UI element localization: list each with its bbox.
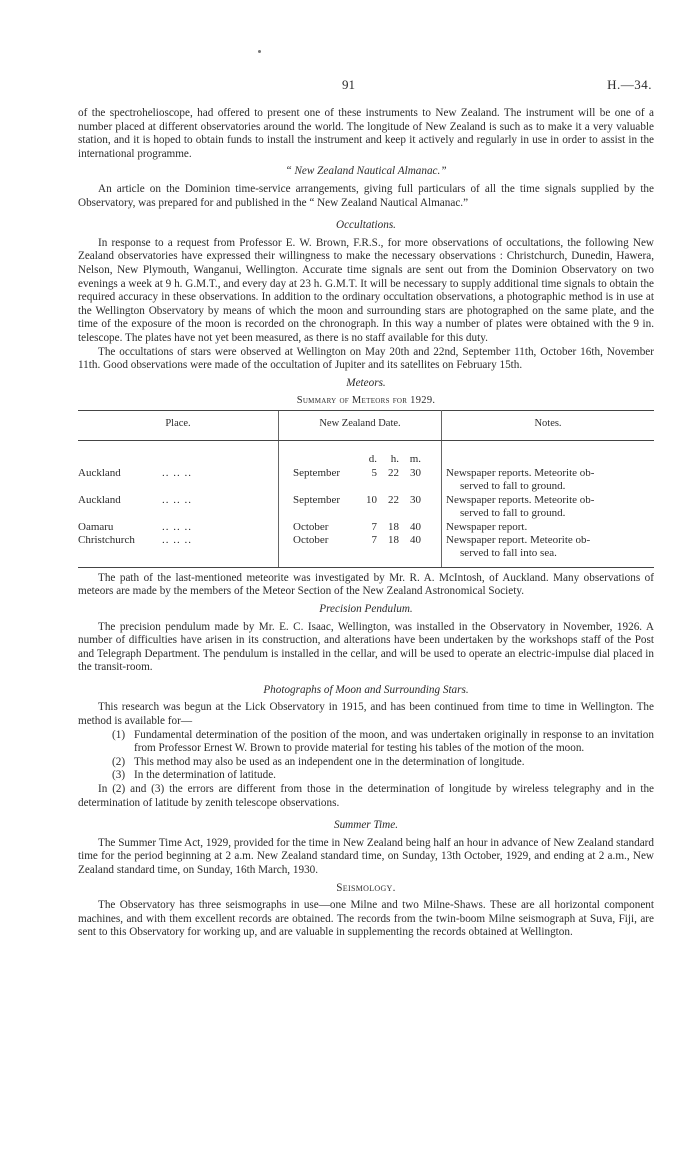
column-header-place: Place.	[78, 410, 279, 441]
row-day: 5	[371, 466, 377, 479]
unit-minutes: m.	[409, 453, 421, 466]
photographs-heading: Photographs of Moon and Surrounding Stars.	[263, 683, 469, 696]
row-note: Newspaper reports. Meteorite ob-	[446, 466, 595, 479]
list-item-text: This method may also be used as an independent one in the determination of longitude.	[134, 755, 525, 768]
document-reference: H.—34.	[607, 77, 652, 92]
meteors-heading: Meteors.	[346, 376, 386, 389]
row-month: September	[293, 493, 341, 506]
row-note-continued: served to fall to ground.	[460, 507, 566, 520]
occultations-paragraph-2: The occultations of stars were observed at Wellington on May 20th and 22nd, September 11th, October 16th, November 11th. Good observations were made of the occultation of Jupiter and its satellites on February 15th.	[78, 345, 654, 372]
occultations-paragraph-1: In response to a request from Professor E. W. Brown, F.R.S., for more observations of occultations, the following New Zealand observatories have expressed their willingness to make the necessary observations : Christchurch, Dunedin, Hawera, Nelson, New Plymouth, Wanganui, Wellington. Accurate time signals are sent out from the Dominion Observatory on two evenings a week at 9 h. G.M.T., and every day at 23 h. G.M.T. It will be necessary to supply additional time signals to obtain the required accuracy in these observations. In addition to the ordinary occultation observations, a photographic method is in use at the Wellington Observatory by means of which the moon and surrounding stars are photographed on the same plate, and the time of the exposure of the moon is recorded on the chronograph. In this way a number of plates were obtained with the 9 in. telescope. The plates have not yet been measured, as there is no staff available for this duty.	[78, 236, 654, 344]
list-item	[78, 729, 654, 756]
photographs-intro: This research was begun at the Lick Observatory in 1915, and has been continued from time to time in Wellington. The method is available for—	[78, 701, 654, 728]
unit-days: d.	[368, 453, 377, 466]
meteors-table	[78, 410, 654, 568]
column-header-notes: Notes.	[442, 410, 655, 441]
photographs-list	[78, 729, 654, 783]
list-item	[78, 756, 654, 770]
table-row	[78, 534, 654, 567]
row-leader-dots: .. .. ..	[162, 466, 192, 479]
page-header	[0, 78, 700, 96]
row-hour: 22	[388, 466, 399, 479]
row-month: October	[293, 533, 329, 546]
row-hour: 18	[388, 520, 399, 533]
row-minute: 30	[410, 466, 421, 479]
row-hour: 22	[388, 493, 399, 506]
row-month: October	[293, 520, 329, 533]
meteors-after-paragraph: The path of the last-mentioned meteorite was investigated by Mr. R. A. McIntosh, of Auckland. Many observations of meteors are made by the members of the Meteor Section of the New Zealand Astronomical Society.	[78, 571, 654, 598]
row-place: Auckland	[78, 466, 121, 479]
row-day: 7	[371, 533, 377, 546]
row-minute: 40	[410, 533, 421, 546]
almanac-paragraph: An article on the Dominion time-service arrangements, giving full particulars of all the time signals supplied by the Observatory, was prepared for and published in the “ New Zealand Nautical Almanac.”	[78, 182, 654, 209]
summer-time-heading: Summer Time.	[333, 819, 399, 832]
row-leader-dots: .. .. ..	[162, 520, 192, 533]
row-note: Newspaper report.	[446, 520, 528, 533]
table-header-row	[78, 410, 654, 441]
row-note: Newspaper reports. Meteorite ob-	[446, 493, 595, 506]
table-row	[78, 467, 654, 494]
row-place: Christchurch	[78, 533, 135, 546]
list-marker: (1)	[112, 728, 126, 741]
intro-paragraph: of the spectrohelioscope, had offered to present one of these instruments to New Zealand. The instrument will be one of a number placed at different observatories around the world. The longitude of New Zealand is such as to make it a very valuable station, and it is hoped to obtain funds to install the instrument and keep it actively and regularly in use in order to assist in the international programme.	[78, 107, 654, 160]
row-day: 7	[371, 520, 377, 533]
list-marker: (3)	[112, 769, 126, 782]
list-item-text: Fundamental determination of the position of the moon, and was undertaken originally in response to an invitation from Professor Ernest W. Brown to provide material for testing his tables of the motion of the moon.	[134, 728, 654, 755]
column-header-date: New Zealand Date.	[279, 410, 442, 441]
row-place: Oamaru	[78, 520, 114, 533]
row-minute: 30	[410, 493, 421, 506]
pendulum-heading: Precision Pendulum.	[319, 602, 413, 615]
row-day: 10	[366, 493, 377, 506]
list-item	[78, 769, 654, 783]
almanac-heading: “ New Zealand Nautical Almanac.”	[285, 165, 447, 178]
pendulum-paragraph: The precision pendulum made by Mr. E. C. Isaac, Wellington, was installed in the Observatory in November, 1926. A number of difficulties have arisen in its construction, and alterations have been undertaken by the workshops staff of the Post and Telegraph Department. The pendulum is installed in the cellar, and will be used to operate an electric-impulse dial placed in the transit-room.	[78, 620, 654, 674]
row-leader-dots: .. .. ..	[162, 533, 192, 546]
row-leader-dots: .. .. ..	[162, 493, 192, 506]
row-minute: 40	[410, 520, 421, 533]
units-row	[78, 441, 654, 467]
page-number: 91	[342, 77, 355, 92]
row-note-continued: served to fall into sea.	[460, 547, 557, 560]
row-note-continued: served to fall to ground.	[460, 480, 566, 493]
document-body	[78, 107, 654, 940]
row-note: Newspaper report. Meteorite ob-	[446, 533, 591, 546]
unit-hours: h.	[390, 453, 399, 466]
table-row	[78, 521, 654, 534]
summer-time-paragraph: The Summer Time Act, 1929, provided for the time in New Zealand being half an hour in advance of New Zealand standard time for the period beginning at 2 a.m. New Zealand standard time, on Sunday, 13th October, 1929, and ending at 2 a.m., New Zealand standard time, on Sunday, 16th March, 1930.	[78, 836, 654, 876]
row-place: Auckland	[78, 493, 121, 506]
row-hour: 18	[388, 533, 399, 546]
list-marker: (2)	[112, 755, 126, 768]
table-row	[78, 494, 654, 521]
row-month: September	[293, 466, 341, 479]
seismology-heading: Seismology.	[336, 881, 396, 894]
occultations-heading: Occultations.	[336, 219, 396, 232]
photographs-closing: In (2) and (3) the errors are different from those in the determination of longitude by wireless telegraphy and in the determination of latitude by zenith telescope observations.	[78, 783, 654, 809]
meteors-table-title: Summary of Meteors for 1929.	[296, 395, 436, 407]
seismology-paragraph: The Observatory has three seismographs in use—one Milne and two Milne-Shaws. These are all horizontal component machines, and with them excellent records are obtained. The records from the twin-boom Milne seismograph at Suva, Fiji, are sent to this Observatory for working up, and are valuable in supplementing the records obtained at Wellington.	[78, 899, 654, 939]
list-item-text: In the determination of latitude.	[134, 769, 276, 782]
scan-mark	[258, 50, 261, 53]
